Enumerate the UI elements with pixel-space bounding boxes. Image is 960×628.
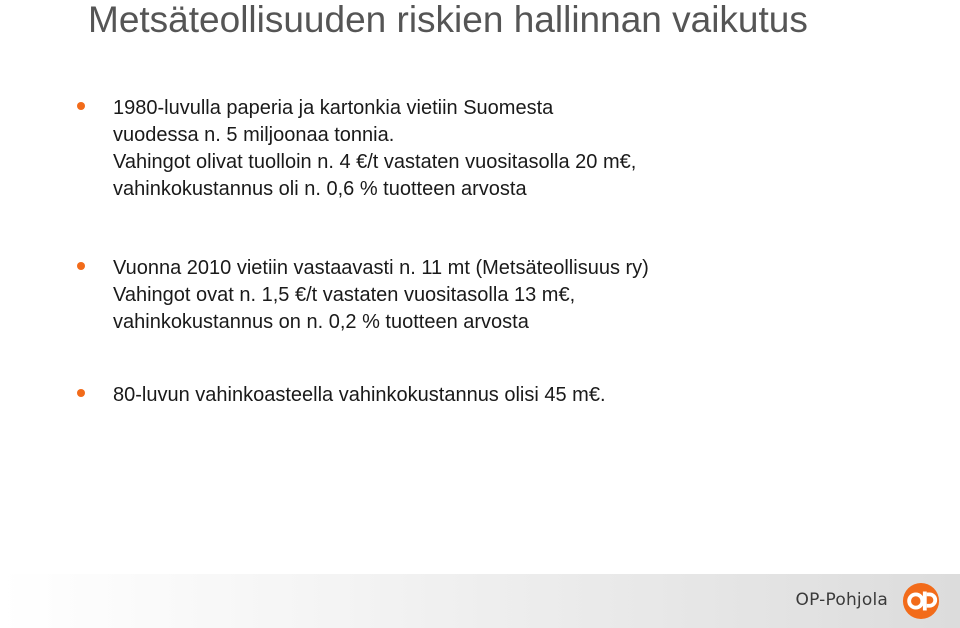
- bullet-line: 1980-luvulla paperia ja kartonkia vietiin Suomesta: [113, 97, 554, 119]
- bullet-line: Vahingot ovat n. 1,5 €/t vastaten vuositasolla 13 m€,: [113, 284, 576, 306]
- bullet-text: [113, 255, 893, 336]
- bullet-line: vahinkokustannus on n. 0,2 % tuotteen arvosta: [113, 311, 529, 333]
- bullet-dot-icon: [77, 262, 85, 270]
- bullet-text: [113, 95, 893, 203]
- bullet-line: Vahingot olivat tuolloin n. 4 €/t vastaten vuositasolla 20 m€,: [113, 151, 637, 173]
- bullet-line: vahinkokustannus oli n. 0,6 % tuotteen arvosta: [113, 178, 527, 200]
- op-logo-icon: [902, 582, 940, 620]
- bullet-line: Vuonna 2010 vietiin vastaavasti n. 11 mt (Metsäteollisuus ry): [113, 257, 649, 279]
- bullet-text: [113, 382, 893, 409]
- footer-band: [0, 574, 960, 628]
- bullet-line: 80-luvun vahinkoasteella vahinkokustannus olisi 45 m€.: [113, 384, 606, 406]
- slide-title: Metsäteollisuuden riskien hallinnan vaikutus: [88, 0, 808, 40]
- brand-name: OP-Pohjola: [795, 590, 888, 610]
- bullet-dot-icon: [77, 389, 85, 397]
- bullet-line: vuodessa n. 5 miljoonaa tonnia.: [113, 124, 395, 146]
- bullet-dot-icon: [77, 102, 85, 110]
